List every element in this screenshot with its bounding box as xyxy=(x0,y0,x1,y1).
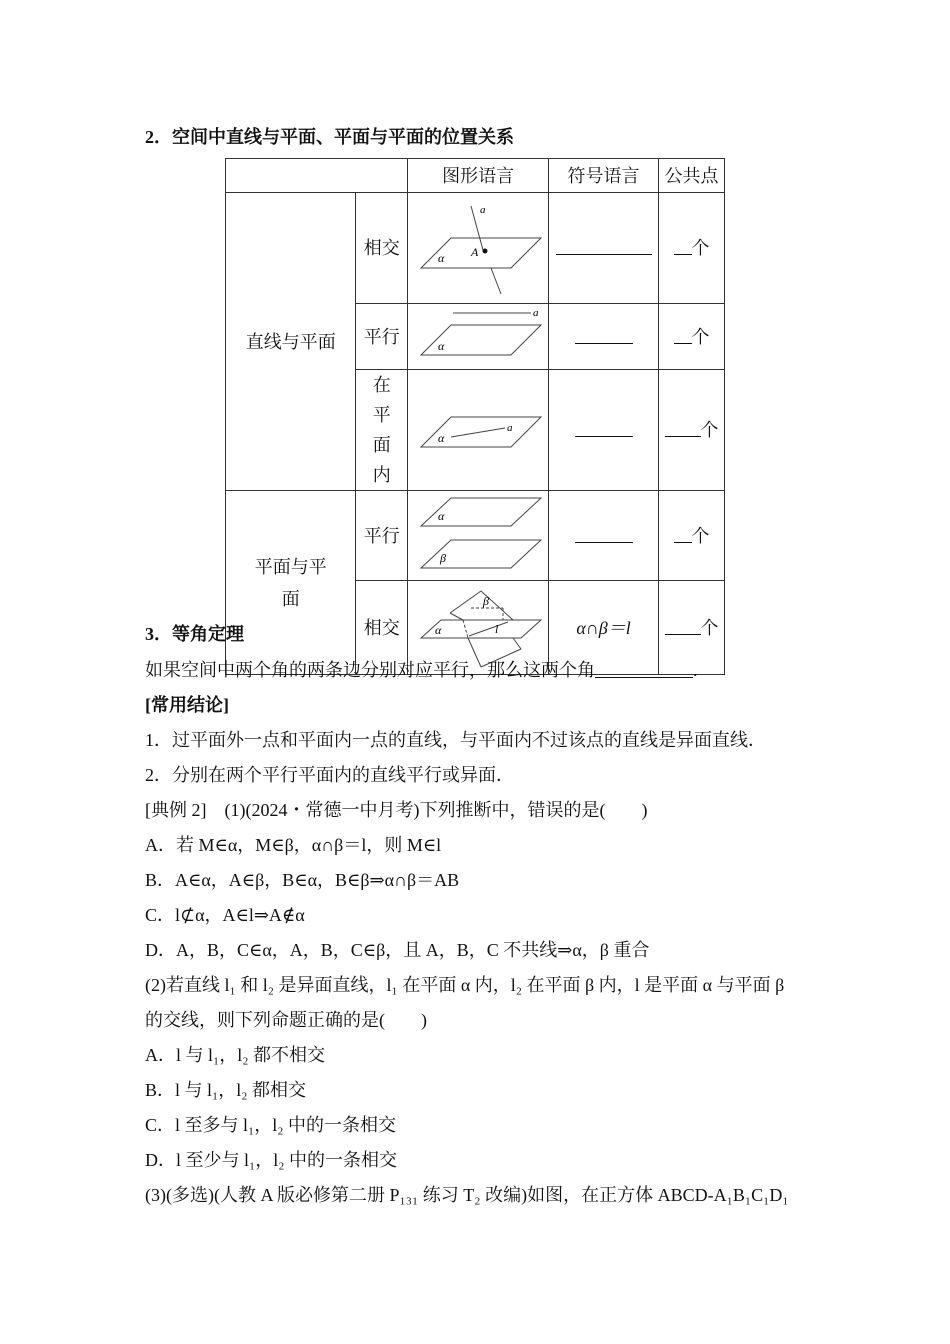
sub-in-plane: 在平面内 xyxy=(356,370,408,491)
q2-line1: (2)若直线 l₁ 和 l₂ 是异面直线，l₁ 在平面 α 内，l₂ 在平面 β 内，l 是平面 α 与平面 β xyxy=(145,975,785,995)
figure-svg-1 xyxy=(413,198,543,298)
figure-line-intersect-plane xyxy=(408,193,549,304)
figure-line-in-plane xyxy=(408,370,549,491)
section3-text: 如果空间中两个角的两条边分别对应平行，那么这两个角 . xyxy=(145,660,698,680)
label-alpha: α xyxy=(438,508,445,523)
sub-plane-parallel: 平行 xyxy=(356,491,408,581)
symbol-cell-2 xyxy=(549,304,659,370)
label-a: a xyxy=(533,306,539,319)
label-a: a xyxy=(507,422,513,434)
count-cell-1: 个 xyxy=(659,193,725,304)
count-cell-2: 个 xyxy=(659,304,725,370)
symbol-cell-3 xyxy=(549,370,659,491)
header-figure: 图形语言 xyxy=(408,159,549,193)
header-common: 公共点 xyxy=(659,159,725,193)
q2-option-c: C．l 至多与 l₁，l₂ 中的一条相交 xyxy=(145,1115,397,1135)
label-alpha: α xyxy=(438,338,445,353)
q1-option-b: B．A∈α，A∈β，B∈α，B∈β⇒α∩β＝AB xyxy=(145,870,460,890)
count-cell-3: 个 xyxy=(659,370,725,491)
common-title: [常用结论] xyxy=(145,695,229,715)
group-plane-plane: 平面与平面 xyxy=(226,491,356,675)
label-alpha: α xyxy=(438,431,445,445)
common-2: 2．分别在两个平行平面内的直线平行或异面． xyxy=(145,765,514,785)
q2-line2: 的交线，则下列命题正确的是( ) xyxy=(145,1010,427,1030)
q1-option-d: D．A，B，C∈α，A，B，C∈β，且 A，B，C 不共线⇒α，β 重合 xyxy=(145,940,650,960)
label-A: A xyxy=(471,245,479,259)
q1-option-c: C．l⊄α，A∈l⇒A∉α xyxy=(145,905,305,925)
section2-title: 2．空间中直线与平面、平面与平面的位置关系 xyxy=(145,127,514,147)
q2-option-d: D．l 至少与 l₁，l₂ 中的一条相交 xyxy=(145,1150,398,1170)
sub-parallel: 平行 xyxy=(356,304,408,370)
symbol-cell-1 xyxy=(549,193,659,304)
figure-svg-2 xyxy=(413,307,543,367)
table-corner xyxy=(226,159,408,193)
figure-plane-parallel-plane xyxy=(408,491,549,581)
label-alpha: α xyxy=(438,251,445,265)
sub-intersect: 相交 xyxy=(356,193,408,304)
symbol-cell-4 xyxy=(549,491,659,581)
count-cell-4: 个 xyxy=(659,491,725,581)
label-beta: β xyxy=(440,550,447,565)
label-l: l xyxy=(495,621,499,636)
relation-table xyxy=(225,158,725,675)
example-title: [典例 2] (1)(2024・常德一中月考)下列推断中，错误的是( ) xyxy=(145,800,648,820)
figure-line-parallel-plane xyxy=(408,304,549,370)
q3-line: (3)(多选)(人教 A 版必修第二册 P₁₃₁ 练习 T₂ 改编)如图，在正方体 ABCD-A₁B₁C₁D₁ xyxy=(145,1185,789,1205)
group-line-plane: 直线与平面 xyxy=(226,193,356,491)
q2-option-b: B．l 与 l₁，l₂ 都相交 xyxy=(145,1080,307,1100)
q1-option-a: A．若 M∈α，M∈β，α∩β＝l，则 M∈l xyxy=(145,835,442,855)
figure-svg-4 xyxy=(413,494,543,578)
figure-svg-3 xyxy=(413,405,543,455)
count-cell-5: 个 xyxy=(659,581,725,675)
label-alpha: α xyxy=(435,622,442,637)
header-symbol: 符号语言 xyxy=(549,159,659,193)
section3-title: 3．等角定理 xyxy=(145,624,244,644)
label-a: a xyxy=(480,204,486,216)
q2-option-a: A．l 与 l₁，l₂ 都不相交 xyxy=(145,1045,326,1065)
symbol-cell-5: α∩β＝l xyxy=(549,581,659,675)
sub-plane-intersect: 相交 xyxy=(356,581,408,675)
label-beta: β xyxy=(483,593,490,608)
common-1: 1．过平面外一点和平面内一点的直线，与平面内不过该点的直线是异面直线． xyxy=(145,730,766,750)
